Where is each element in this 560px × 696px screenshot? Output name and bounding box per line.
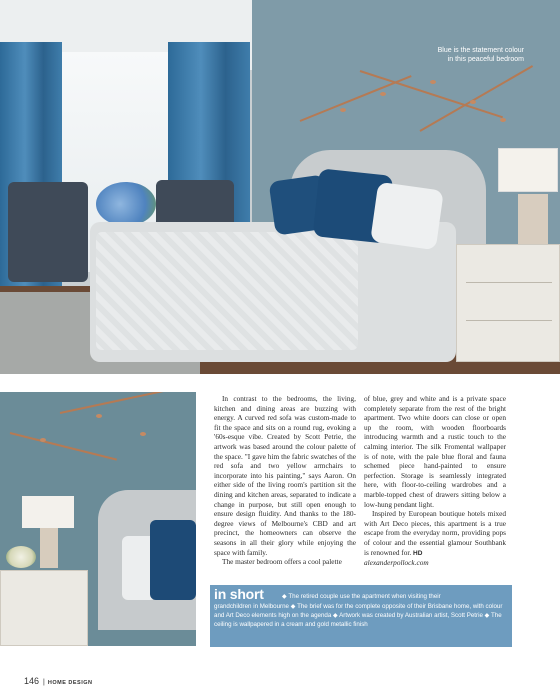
article-paragraph: of blue, grey and white and is a private space completely separate from the rest of the bright apartment. Two white doors can close or open up the room, with wooden floorboards introducing warmth and a rustic touch to the calming interior. The silk Fromental wallpaper is of note, with the pale blue floral and fauna schemed piece hand-painted to ensure perfection. Storage is seamlessly integrated here, with floor-to-ceiling wardrobes and a marble-topped chest of drawers sitting below a low-hung pendant light.: [364, 394, 506, 509]
wallpaper-blossom: [380, 92, 386, 96]
wallpaper-blossom: [140, 432, 146, 436]
white-flowers: [6, 546, 36, 568]
in-short-text: grandchildren in Melbourne ◆ The brief was for the complete opposite of their Brisbane home, with colour and Art Deco elements high on the agenda ◆ Artwork was created by Australian artist, Scott Petrie ◆ The ceiling is wallpapered in a cream and gold metallic finish: [214, 603, 503, 629]
lamp-shade: [22, 496, 74, 528]
photo-caption: Blue is the statement colour in this peaceful bedroom: [437, 47, 524, 63]
bedside-chest: [0, 570, 88, 646]
white-pillow: [370, 182, 444, 251]
article-paragraph: In contrast to the bedrooms, the living, kitchen and dining areas are buzzing with energy. A curved red sofa was custom-made to fit the space and sits on a round rug, evoking a '60s-esque vibe. Created by Scott Petrie, the artwork was based around the colour palette of the space. "I gave him the fabric swatches of the red sofa and two yellow armchairs to incorporate into his painting," says Aaron. On either side of the living room's partition sit the dining and kitchen areas, separated to indicate a change in purpose, but still open enough to ensure design fluidity. And thanks to the 180-degree views of Melbourne's CBD and art precinct, the homeowners can observe the seasons in all their glory while enjoying the space with family.: [214, 394, 356, 557]
lamp-shade: [498, 148, 558, 192]
armchair: [8, 182, 88, 282]
magazine-name: HOME DESIGN: [47, 680, 93, 686]
wallpaper-branch: [10, 432, 117, 461]
wallpaper-blossom: [40, 438, 46, 442]
hydrangea-flowers: [96, 182, 156, 226]
footer-separator: |: [43, 679, 45, 686]
end-mark: HD: [413, 549, 423, 557]
bedside-chest: [456, 244, 560, 362]
article-column-2: [364, 394, 506, 568]
wallpaper-blossom: [430, 80, 436, 84]
in-short-lead: ◆ The retired couple use the apartment when visiting their: [282, 593, 441, 600]
wallpaper-blossom: [470, 100, 476, 104]
article-paragraph: [364, 509, 506, 558]
article-column-1: [214, 394, 356, 567]
drawer-line: [466, 282, 552, 283]
blue-velvet-cushion: [150, 520, 196, 600]
wallpaper-blossom: [500, 118, 506, 122]
wallpaper-blossom: [340, 108, 346, 112]
lamp-base: [518, 194, 548, 244]
article-paragraph: The master bedroom offers a cool palette: [222, 557, 342, 567]
in-short-title: in short: [214, 586, 264, 602]
wallpaper-branch: [60, 392, 178, 414]
drawer-line: [466, 320, 552, 321]
wallpaper-blossom: [96, 414, 102, 418]
bedside-detail-photo: [0, 392, 196, 646]
lamp-base: [40, 528, 58, 568]
page-footer: [24, 676, 92, 686]
quilted-duvet: [96, 232, 358, 350]
article-paragraph-text: Inspired by European boutique hotels mixed with Art Deco pieces, this apartment is a true escape from the everyday norm, providing pops of colour and the essential glamour Southbank is renowned for.: [364, 509, 506, 557]
page-number: 146: [24, 676, 40, 686]
photographer-credit: alexanderpollock.com: [364, 558, 429, 568]
